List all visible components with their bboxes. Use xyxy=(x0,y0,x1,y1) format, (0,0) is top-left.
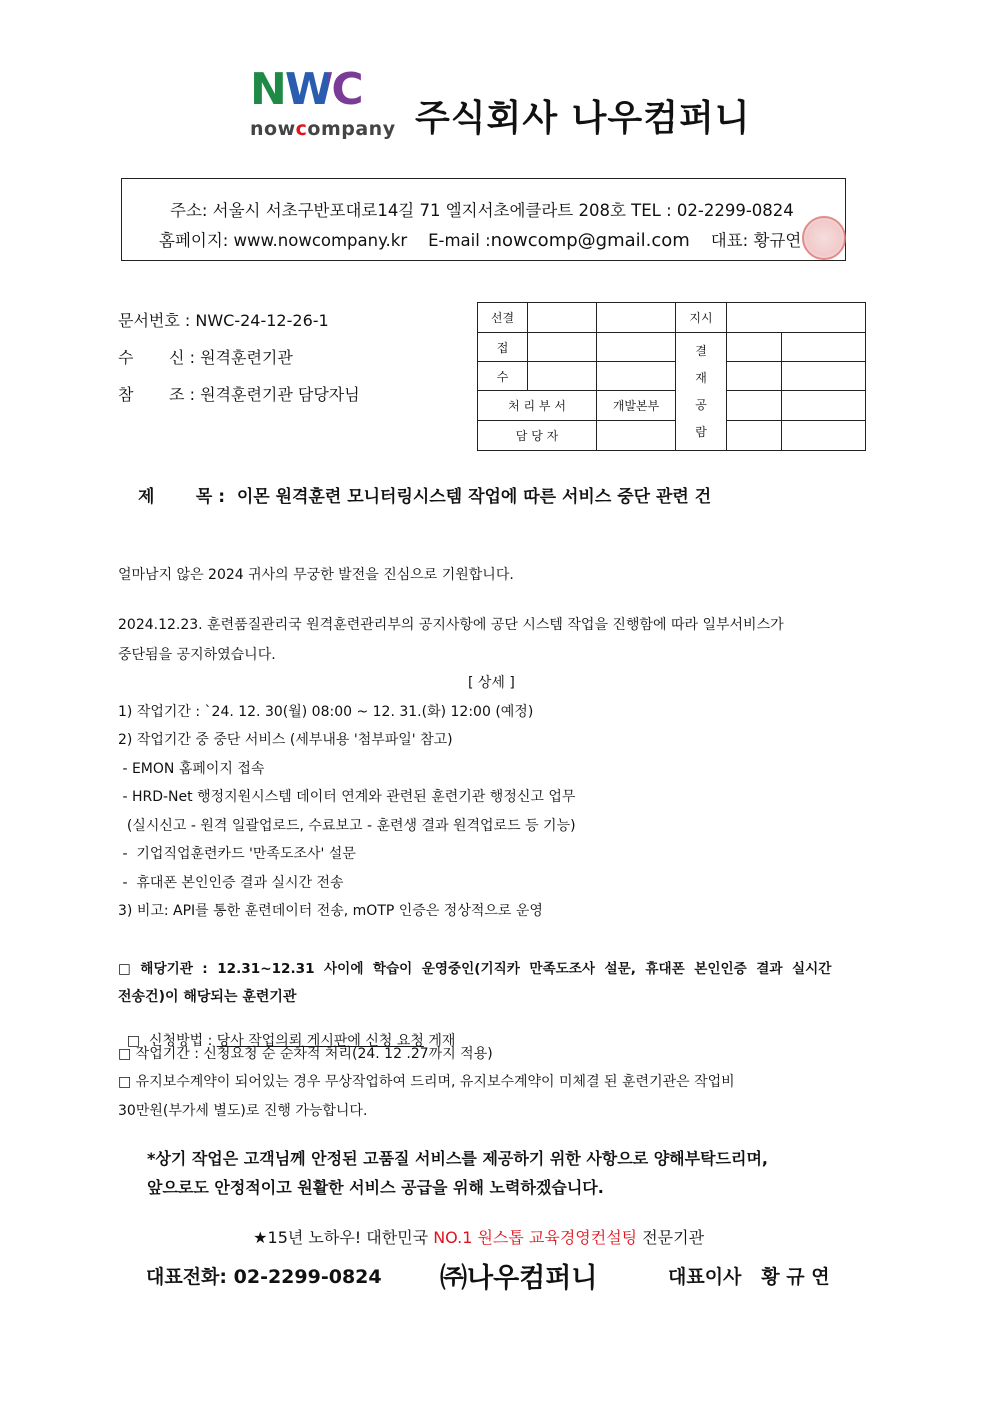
approval-cell-empty xyxy=(597,303,676,333)
approval-cell-empty xyxy=(528,362,597,391)
method-link[interactable]: 당사 작업의뢰 게시판에 신청 요청 xyxy=(216,1033,424,1049)
approval-cell-empty xyxy=(528,333,597,362)
approval-cell-empty xyxy=(782,421,866,451)
approval-cell-empty xyxy=(782,362,866,391)
slogan-line xyxy=(243,1206,704,1248)
ceo-label: 대표: 황규연 xyxy=(710,231,802,250)
approval-cell-empty xyxy=(727,303,866,333)
logo-wordmark xyxy=(250,118,395,140)
approval-table xyxy=(477,302,866,451)
method-label: □ 신청방법 : xyxy=(126,1033,217,1049)
doc-number: 문서번호 : NWC-24-12-26-1 xyxy=(118,311,329,330)
approval-cell-jeop: 접 xyxy=(478,333,528,362)
detail-item-2b-sub: (실시신고 - 원격 일괄업로드, 수료보고 - 훈련생 결과 원격업로드 등 기능) xyxy=(118,818,576,834)
detail-item-2b: - HRD-Net 행정지원시스템 데이터 연계와 관련된 훈련기관 행정신고 업무 xyxy=(118,789,576,805)
reference: 참 조 : 원격훈련기관 담당자님 xyxy=(118,385,360,404)
approval-cell-empty xyxy=(782,391,866,421)
logo-word-company: company xyxy=(295,118,396,140)
notice-line-1: 2024.12.23. 훈련품질관리국 원격훈련관리부의 공지사항에 공단 시스템 작업을 진행함에 따라 일부서비스가 xyxy=(118,617,784,633)
closing-line-2: 앞으로도 안정적이고 원활한 서비스 공급을 위해 노력하겠습니다. xyxy=(147,1178,604,1197)
detail-title: [ 상세 ] xyxy=(468,675,515,691)
jae-char: 재 xyxy=(695,370,707,385)
gong-char: 공 xyxy=(695,397,707,412)
approval-cell-empty xyxy=(597,362,676,391)
slogan-suffix: 전문기관 xyxy=(637,1228,705,1247)
detail-item-2d: - 휴대폰 본인인증 결과 실시간 전송 xyxy=(118,875,344,891)
method-tail: 게재 xyxy=(423,1033,456,1049)
approval-cell-su: 수 xyxy=(478,362,528,391)
period-line: □ 작업기간 : 신청요청 순 순차적 처리(24. 12 .27까지 적용) xyxy=(118,1046,493,1062)
approval-cell-empty xyxy=(597,421,676,451)
company-seal-stamp xyxy=(802,216,846,260)
address-line: 주소: 서울시 서초구반포대로14길 71 엘지서초에클라트 208호 TEL : 02-2299-0824 xyxy=(170,201,794,220)
detail-item-2: 2) 작업기간 중 중단 서비스 (세부내용 '첨부파일' 참고) xyxy=(118,732,453,748)
maintenance-line-1: □ 유지보수계약이 되어있는 경우 무상작업하여 드리며, 유지보수계약이 미체결 된 훈련기관은 작업비 xyxy=(118,1074,735,1090)
target-line-2: 전송건)이 해당되는 훈련기관 xyxy=(118,989,297,1005)
approval-cell-empty xyxy=(727,333,782,362)
notice-line-2: 중단됨을 공지하였습니다. xyxy=(118,647,276,663)
approval-cell-empty xyxy=(727,391,782,421)
subject-line: 제 목 : 이몬 원격훈련 모니터링시스템 작업에 따른 서비스 중단 관련 건 xyxy=(138,487,712,507)
receiver: 수 신 : 원격훈련기관 xyxy=(118,348,293,367)
logo-mark-text: NWC xyxy=(250,64,362,115)
target-line-1: □ 해당기관 : 12.31~12.31 사이에 학습이 운영중인(기직카 만족도조사 설문, 휴대폰 본인인증 결과 실시간 xyxy=(118,961,832,977)
slogan-highlight: NO.1 원스톱 교육경영컨설팅 xyxy=(433,1228,638,1247)
logo-mark xyxy=(250,66,395,114)
approval-cell-cheori-buseo: 처 리 부 서 xyxy=(478,391,597,421)
footer-ceo: 대표이사 황 규 연 xyxy=(668,1266,830,1288)
ram-char: 람 xyxy=(695,424,707,439)
footer-company: ㈜나우컴퍼니 xyxy=(440,1263,598,1294)
approval-cell-empty xyxy=(528,303,597,333)
company-name: 주식회사 나우컴퍼니 xyxy=(415,98,751,139)
logo-word-now: now xyxy=(250,118,296,140)
approval-cell-jisi: 지시 xyxy=(676,303,727,333)
email-text: nowcomp@gmail.com xyxy=(490,230,690,251)
gyeol-char: 결 xyxy=(695,343,707,358)
approval-cell-empty xyxy=(597,333,676,362)
approval-cell-empty xyxy=(727,421,782,451)
approval-cell-dept: 개발본부 xyxy=(597,391,676,421)
approval-cell-empty xyxy=(782,333,866,362)
footer-phone: 대표전화: 02-2299-0824 xyxy=(146,1266,382,1288)
approval-cell-gyeoljae xyxy=(676,333,727,451)
detail-item-1: 1) 작업기간 : `24. 12. 30(월) 08:00 ~ 12. 31.(화) 12:00 (예정) xyxy=(118,704,534,720)
homepage-text: 홈페이지: www.nowcompany.kr xyxy=(159,231,408,250)
approval-cell-empty xyxy=(727,362,782,391)
contact-line xyxy=(159,227,801,251)
detail-item-2a: - EMON 홈페이지 접속 xyxy=(118,761,265,777)
slogan-prefix: ★15년 노하우! 대한민국 xyxy=(253,1228,434,1247)
company-info-box xyxy=(121,178,846,261)
approval-cell-damdangja: 담 당 자 xyxy=(478,421,597,451)
approval-cell-seongyeol: 선결 xyxy=(478,303,528,333)
greeting: 얼마남지 않은 2024 귀사의 무궁한 발전을 진심으로 기원합니다. xyxy=(118,567,514,583)
company-logo xyxy=(250,66,395,158)
closing-line-1: *상기 작업은 고객님께 안정된 고품질 서비스를 제공하기 위한 사항으로 양해부탁드리며, xyxy=(147,1149,768,1168)
detail-item-3: 3) 비고: API를 통한 훈련데이터 전송, mOTP 인증은 정상적으로 운영 xyxy=(118,903,543,919)
detail-item-2c: - 기업직업훈련카드 '만족도조사' 설문 xyxy=(118,846,356,862)
email-label: E-mail : xyxy=(428,231,491,250)
maintenance-line-2: 30만원(부가세 별도)로 진행 가능합니다. xyxy=(118,1103,368,1119)
